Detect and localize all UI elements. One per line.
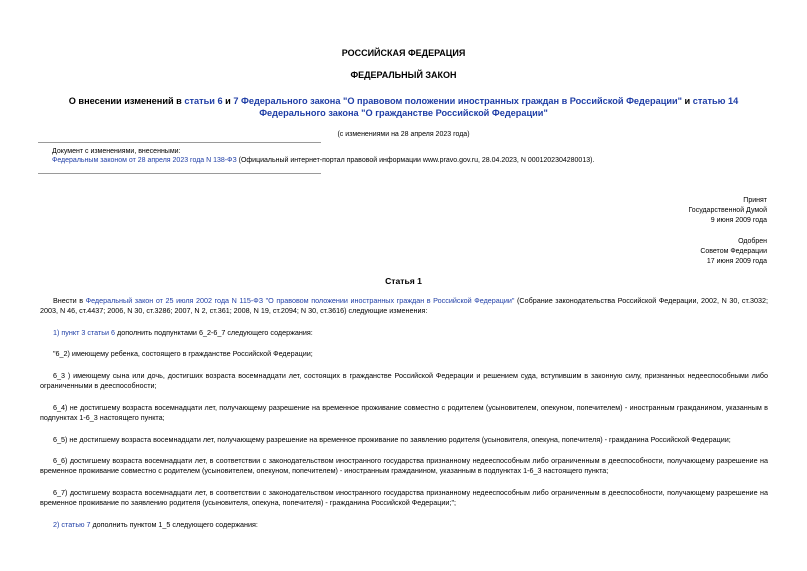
subpoint-6-6: 6_6) достигшему возраста восемнадцати лет, в соответствии с законодательством иностранного государства признанному недееспособным либо ограниченным в дееспособности, получающему разрешение на временное проживание совместно с родителем (усыновителем, опекуном, попечителем) - иностранным гражданином, указанным в подпунктах 1-6_3 настоящего пункта;: [40, 455, 768, 476]
subpoint-6-4: 6_4) не достигшему возраста восемнадцати лет, получающему разрешение на временное проживание совместно с родителем (усыновителем, опекуном, попечителем) - иностранным гражданином, указанным в подпунктах 1-6_3 настоящего пункта;: [40, 402, 768, 423]
intro-text-2: (Собрание законодательства Российской Федерации, 2002, N 30, ст.3032; 2003, N 46, ст.4437; 2006, N 30, ст.3286; 2007, N 2, ст.361; 2008, N 19, ст.2094; N 30, ст.3616) следующие изменения:: [40, 296, 768, 316]
item-2: [40, 520, 768, 530]
article-intro: [40, 296, 768, 317]
approvals-block: [688, 196, 767, 267]
title-text-2: и: [222, 96, 234, 106]
document-law-type: ФЕДЕРАЛЬНЫЙ ЗАКОН: [350, 70, 457, 80]
duma-line-2: Государственной Думой: [688, 206, 767, 214]
article-title: Статья 1: [385, 276, 422, 286]
changes-block: [52, 147, 772, 166]
subpoint-6-5: 6_5) не достигшему возраста восемнадцати лет, получающему разрешение на временное проживание по заявлению родителя (усыновителя, опекуна, попечителя) - гражданина Российской Федерации;: [53, 434, 731, 444]
title-text-3: и: [682, 96, 693, 106]
item-1-prefix: 1): [53, 327, 62, 337]
document-country: РОССИЙСКАЯ ФЕДЕРАЦИЯ: [341, 48, 466, 58]
title-link-article-6[interactable]: статьи 6: [184, 96, 223, 106]
item-1-link[interactable]: пункт 3 статьи 6: [61, 327, 116, 337]
title-link-citizenship-law[interactable]: статью 14 Федерального закона "О гражданстве Российской Федерации": [259, 96, 739, 118]
item-2-prefix: 2): [53, 519, 62, 529]
approvals-gap: [688, 225, 767, 237]
subpoint-6-7: 6_7) достигшему возраста восемнадцати лет, в соответствии с законодательством иностранного государства признанному недееспособным либо ограниченным в дееспособности, получающему разрешение на временное проживание по заявлению родителя (усыновителя, опекуна, попечителя) - гражданина Российской Федерации;";: [40, 487, 768, 508]
document-edition: (с изменениями на 28 апреля 2023 года): [337, 131, 470, 138]
changes-link[interactable]: Федеральным законом от 28 апреля 2023 года N 138-ФЗ: [52, 157, 237, 165]
intro-link-law-115[interactable]: Федеральный закон от 25 июля 2002 года N 115-ФЗ "О правовом положении иностранных граждан в Российской Федерации": [85, 296, 515, 305]
document-title: [40, 96, 767, 120]
duma-line-3: 9 июня 2009 года: [710, 216, 767, 224]
duma-line-1: Принят: [743, 197, 767, 204]
intro-text-1: Внести в: [53, 296, 86, 305]
item-1: [40, 328, 768, 338]
divider-top: [38, 142, 321, 143]
council-line-1: Одобрен: [738, 238, 767, 246]
changes-label: Документ с изменениями, внесенными:: [52, 148, 181, 155]
changes-line: [52, 156, 772, 165]
subpoint-6-2: "6_2) имеющему ребенка, состоящего в гражданстве Российской Федерации;: [53, 349, 313, 359]
item-1-rest: дополнить подпунктами 6_2-6_7 следующего содержания:: [115, 327, 313, 337]
item-2-link[interactable]: статью 7: [61, 519, 91, 529]
item-2-rest: дополнить пунктом 1_5 следующего содержания:: [90, 519, 258, 529]
subpoint-6-3: 6_3 ) имеющему сына или дочь, достигших возраста восемнадцати лет, состоящих в гражданстве Российской Федерации и решением суда, вступившим в законную силу, признанных недееспособными либо ограниченными в дееспособности;: [40, 370, 768, 391]
divider-bottom: [38, 173, 321, 174]
article-body: [40, 296, 768, 541]
changes-rest: (Официальный интернет-портал правовой информации www.pravo.gov.ru, 28.04.2023, N 0001202304280013).: [236, 157, 595, 165]
title-link-article-7[interactable]: 7 Федерального закона "О правовом положении иностранных граждан в Российской Федерации": [233, 96, 682, 106]
title-text-1: О внесении изменений в: [68, 96, 185, 106]
council-line-2: Советом Федерации: [700, 248, 767, 256]
council-line-3: 17 июня 2009 года: [706, 257, 767, 265]
